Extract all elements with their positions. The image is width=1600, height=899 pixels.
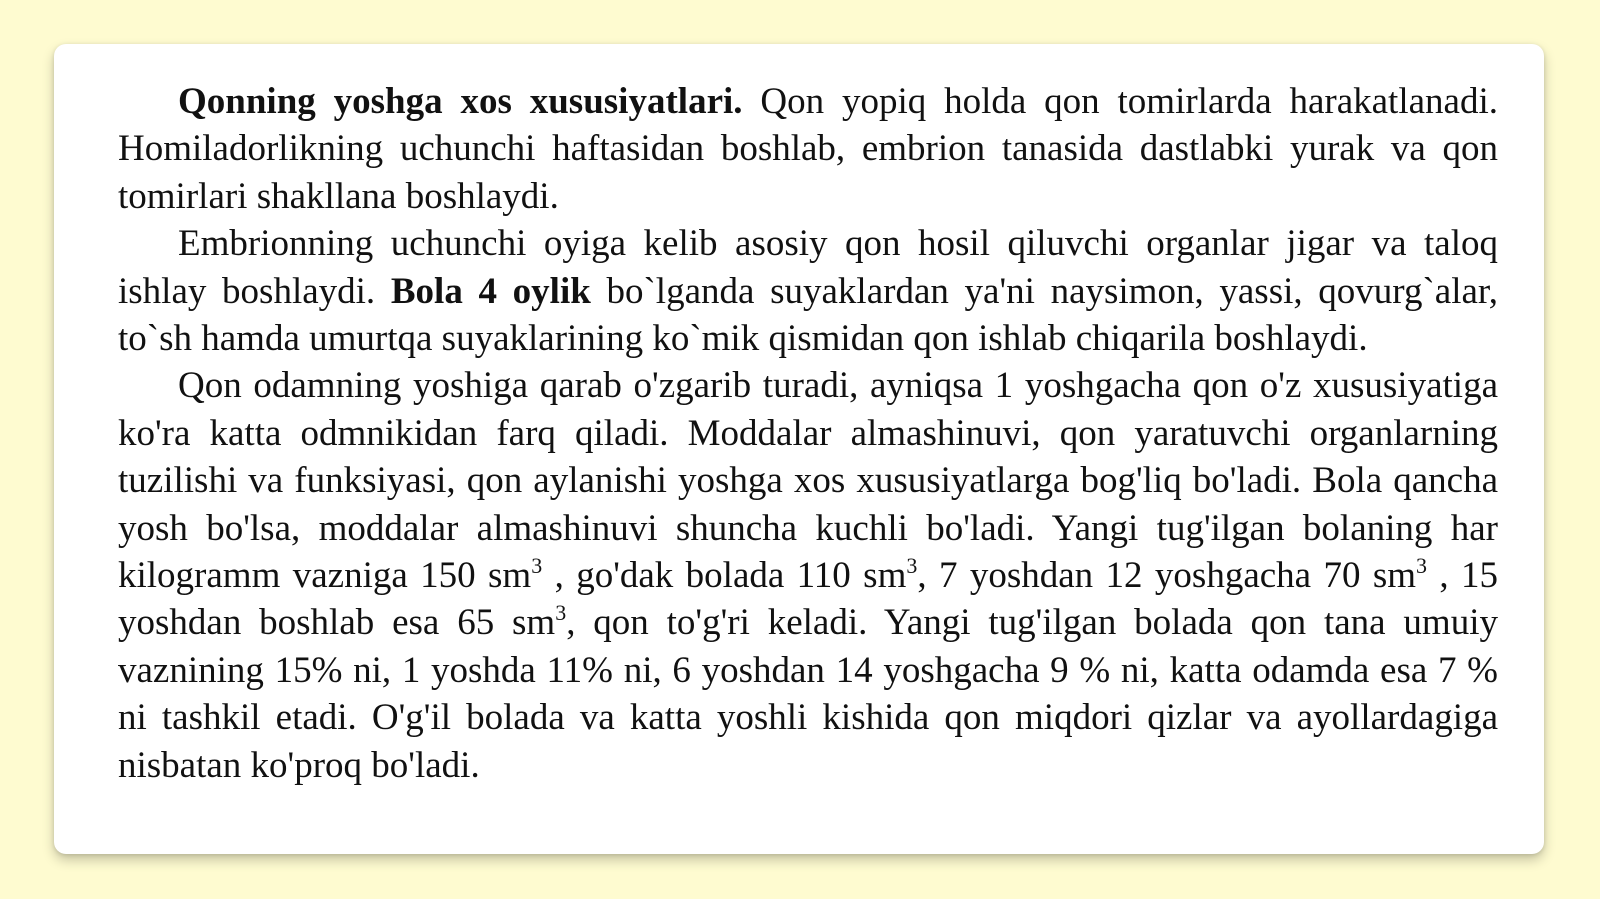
paragraph-3-text-5: , qon to'g'ri keladi. Yangi tug'ilgan bolada qon tana umuiy vaznining 15% ni, 1 yoshda 11% ni, 6 yoshdan 14 yoshgacha 9 % ni, katta odamda esa 7 % ni tashkil etadi. O'g'il bolada va katta yoshli kishida qon miqdori qizlar va ayollardagiga nisbatan ko'proq bo'ladi.: [118, 602, 1498, 786]
paragraph-2-text-a: Embrionning uchunchi oyiga kelib asosiy qon hosil qiluvchi organlar jigar va taloq ishlay boshlaydi.: [118, 223, 1498, 312]
paragraph-1-text: Qon yopiq holda qon tomirlarda harakatlanadi. Homiladorlikning uchunchi haftasidan boshlab, embrion tanasida dastlabki yurak va qon tomirlari shakllana boshlaydi.: [118, 81, 1498, 217]
paragraph-3-text-3: , 7 yoshdan 12 yoshgacha 70 sm: [917, 555, 1417, 597]
paragraph-3-text-2: , go'dak bolada 110 sm: [542, 555, 907, 597]
paragraph-2-text-b: bo`lganda suyaklardan ya'ni naysimon, yassi, qovurg`alar, to`sh hamda umurtqa suyaklarining ko`mik qismidan qon ishlab chiqarila boshlaydi.: [118, 270, 1498, 360]
paragraph-3-text-1: Qon odamning yoshiga qarab o'zgarib turadi, ayniqsa 1 yoshgacha qon o'z xususiyatiga ko'ra katta odmnikidan farq qiladi. Moddalar almashinuvi, qon yaratuvchi organlarning tuzilishi va funksiyasi, qon aylanishi yoshga xos xususiyatlarga bog'liq bo'ladi. Bola qancha yosh bo'lsa, moddalar almashinuvi shuncha kuchli bo'ladi. Yangi tug'ilgan bolaning har kilogramm vazniga 150 sm: [118, 365, 1498, 597]
superscript-3: 3: [1416, 553, 1428, 579]
superscript-4: 3: [555, 600, 567, 626]
superscript-2: 3: [906, 553, 918, 579]
paragraph-2: [118, 220, 1498, 362]
superscript-1: 3: [531, 553, 543, 579]
paragraph-3-text-4: , 15 yoshdan boshlab esa 65 sm: [118, 555, 1499, 644]
paragraph-2-bold: Bola 4 oylik: [390, 270, 591, 312]
document-body: [118, 78, 1498, 789]
paragraph-3: [118, 362, 1498, 789]
section-heading: Qonning yoshga xos xususiyatlari.: [178, 81, 743, 122]
document-card: [54, 44, 1544, 854]
paragraph-1: [118, 78, 1498, 220]
